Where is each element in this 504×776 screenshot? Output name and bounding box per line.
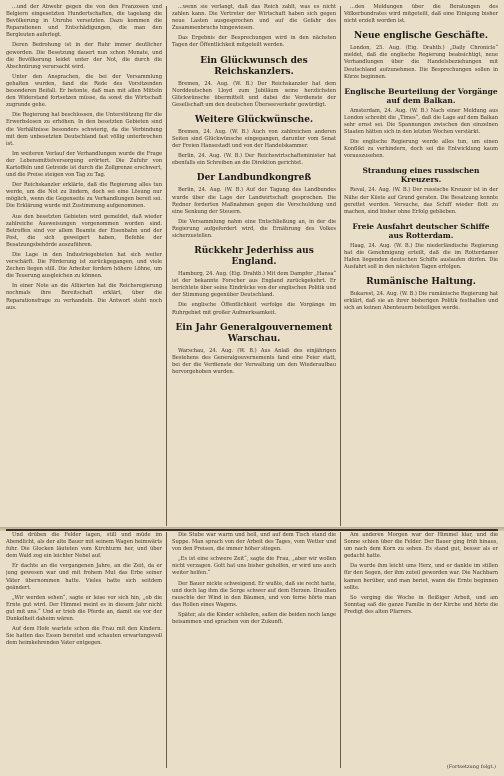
article-paragraph: Die englische Regierung werde alles tun, um einen Konflikt zu verhindern, doch sei die Entwicklung kaum vorauszusehen. xyxy=(344,139,498,160)
feuilleton-column-center xyxy=(172,532,336,768)
column-divider xyxy=(166,6,167,526)
headline-romania: Rumänische Haltung. xyxy=(366,277,476,288)
article-paragraph: Hamburg, 24. Aug. (Eig. Drahtb.) Mit dem Dampfer „Hansa“ ist der bekannte Forscher aus England zurückgekehrt. Er berichtete über seine Eindrücke von der englischen Politik und der Stimmung gegenüber Deutschland. xyxy=(172,271,336,299)
article-paragraph: Bremen, 24. Aug. (W. B.) Auch von zahlreichen anderen Seiten sind Glückwünsche eingegangen, darunter vom Senat der Freien Hansestadt und von der Handelskammer. xyxy=(172,128,336,150)
story-paragraph: Später, als die Kinder schliefen, saßen die beiden noch lange beisammen und sprachen von der Zukunft. xyxy=(172,611,336,626)
article-paragraph: In einer Note an die Alliierten hat die Reichsregierung nochmals ihre Bereitschaft erklärt, über die Reparationsfrage zu verhandeln. Die Antwort steht noch aus. xyxy=(6,283,162,311)
article-paragraph: Warschau, 24. Aug. (W. B.) Aus Anlaß des einjährigen Bestehens des Generalgouvernements fand eine Feier statt, bei der die Verdienste der Verwaltung um den Wiederaufbau hervorgehoben wurden. xyxy=(172,347,336,375)
article-paragraph: Der Reichskanzler erklärte, daß die Regierung alles tun werde, um die Not zu lindern, doch sei eine Lösung nur möglich, wenn die Gegenseite zu Verhandlungen bereit sei. Die Erklärung wurde mit Zustimmung aufgenommen. xyxy=(6,182,162,210)
headline-return-england: Rückkehr Jederhiss aus England. xyxy=(194,246,314,268)
story-paragraph: „Wir werden sehen“, sagte er leise vor sich hin, „ob die Ernte gut wird. Der Himmel meint es in diesem Jahr nicht gut mit uns.“ Und er trieb die Pferde an, damit sie vor der Dunkelheit daheim wären. xyxy=(6,594,162,623)
article-paragraph: Bukarest, 24. Aug. (W. B.) Die rumänische Regierung hat erklärt, daß sie an ihrer bisherigen Politik festhalten und sich an keinen Abenteuern beteiligen werde. xyxy=(344,291,498,312)
feuilleton-divider xyxy=(6,529,498,531)
story-paragraph: Die Stube war warm und hell, und auf dem Tisch stand die Suppe. Man sprach von der Arbeit des Tages, vom Wetter und von den Preisen, die immer höher stiegen. xyxy=(172,532,336,553)
feuilleton-column-right xyxy=(344,532,498,768)
column-divider xyxy=(340,6,341,526)
article-paragraph: Die englische Öffentlichkeit verfolge die Vorgänge im Ruhrgebiet mit großer Aufmerksamkeit. xyxy=(172,302,336,316)
article-paragraph: Unter den Ansprachen, die bei der Versammlung gehalten wurden, fand die Rede des Vorsitzenden besonderen Beifall. Er betonte, daß man mit allen Mitteln den Widerstand fortsetzen müsse, da sonst die Wirtschaft zugrunde gehe. xyxy=(6,73,162,109)
story-paragraph: Der Bauer nickte schweigend. Er wußte, daß sie recht hatte, und doch lag ihm die Sorge schwer auf dem Herzen. Draußen rauschte der Wind in den Bäumen, und von ferne hörte man das Rollen eines Wagens. xyxy=(172,580,336,608)
headline-warsaw: Ein Jahr Generalgouvernement Warschau. xyxy=(175,322,333,344)
article-paragraph: Im weiteren Verlauf der Verhandlungen wurde die Frage der Lebensmittelversorgung erörtert. Die Zufuhr von Kartoffeln und Getreide ist durch die Zollgrenze erschwert, und die Preise steigen von Tag zu Tag. xyxy=(6,150,162,179)
article-paragraph: Die Versammlung nahm eine Entschließung an, in der die Regierung aufgefordert wird, die Ernährung des Volkes sicherzustellen. xyxy=(172,218,336,239)
article-paragraph: Die Lage in den Industriegebieten hat sich weiter verschärft. Die Förderung ist zurückgegangen, und viele Zechen liegen still. Die Arbeiter fordern höhere Löhne, um die Teuerung ausgleichen zu können. xyxy=(6,252,162,280)
column-divider xyxy=(340,532,341,768)
story-paragraph: Am anderen Morgen war der Himmel klar, und die Sonne schien über die Felder. Der Bauer ging früh hinaus, um nach dem Korn zu sehen. Es stand gut, besser als er gedacht hatte. xyxy=(344,532,498,560)
column-left xyxy=(6,4,162,526)
headline-landbund: Der Landbundkongreß xyxy=(196,173,312,184)
article-paragraph: Deren Bedrohung ist in der Ruhr immer deutlicher geworden. Die Besetzung dauert nun schon Monate, und die Bevölkerung leidet unter der Not, die durch die Abschnürung verursacht wird. xyxy=(6,42,162,70)
headline-cruiser: Strandung eines russischen Kreuzers. xyxy=(362,166,480,185)
article-paragraph: Haag, 24. Aug. (W. B.) Die niederländische Regierung hat die Genehmigung erteilt, daß die im Rotterdamer Hafen liegenden deutschen Schiffe auslaufen dürfen. Die Ausfahrt soll in den nächsten Tagen erfolgen. xyxy=(344,242,498,271)
story-paragraph: Er dachte an die vergangenen Jahre, an die Zeit, da er jung gewesen war und mit frohem Mut das Erbe seiner Väter übernommen hatte. Vieles hatte sich seitdem geändert. xyxy=(6,563,162,591)
headline-congratulation: Ein Glückwunsch des Reichskanzlers. xyxy=(200,55,308,77)
column-divider xyxy=(166,532,167,768)
headline-english-business: Neue englische Geschäfte. xyxy=(354,31,488,42)
column-right xyxy=(344,4,498,526)
article-paragraph: Amsterdam, 24. Aug. (W. B.) Nach einer Meldung aus London schreibt die „Times“, daß die Lage auf dem Balkan sehr ernst sei. Die Spannungen zwischen den einzelnen Staaten hätten sich in den letzten Wochen verstärkt. xyxy=(344,107,498,136)
article-paragraph: Das Ergebnis der Besprechungen wird in den nächsten Tagen der Öffentlichkeit mitgeteilt werden. xyxy=(172,35,336,49)
article-paragraph: Die Regierung hat beschlossen, die Unterstützung für die Erwerbslosen zu erhöhen. In den besetzten Gebieten sind die Verhältnisse besonders schwierig, da die Verbindung mit dem unbesetzten Deutschland fast völlig unterbrochen ist. xyxy=(6,112,162,147)
article-paragraph: ...und der Abwehr gegen die von den Franzosen und Belgiern eingesetzten Hundertschaften, die tagelang die Bevölkerung in Unruhe versetzten. Dazu kommen die Reparationen und Entschädigungen, die man den Bergleuten auferlegt. xyxy=(6,4,162,39)
article-paragraph: Bremen, 24. Aug. (W. B.) Der Reichskanzler hat dem Norddeutschen Lloyd zum Jubiläum seine herzlichsten Glückwünsche übermittelt und dabei die Verdienste der Gesellschaft um den deutschen Überseeverkehr gewürdigt. xyxy=(172,80,336,108)
headline-rotterdam: Freie Ausfahrt deutscher Schiffe aus Rotterdam. xyxy=(352,221,490,240)
story-paragraph: „Es ist eine schwere Zeit“, sagte die Frau, „aber wir wollen nicht verzagen. Gott hat uns bisher geholfen, er wird uns auch weiter helfen.“ xyxy=(172,556,336,577)
story-paragraph: Und drüben die Felder lagen, still und müde im Abendlicht, als der alte Bauer mit seinem Wagen heimwärts fuhr. Die Glocken läuteten vom Kirchturm her, und über dem Wald zog ein leichter Nebel auf. xyxy=(6,532,162,560)
column-center xyxy=(172,4,336,526)
article-paragraph: Berlin, 24. Aug. (W. B.) Auf der Tagung des Landbundes wurde über die Lage der Landwirtschaft gesprochen. Die Redner forderten Maßnahmen gegen die Verschuldung und eine Senkung der Steuern. xyxy=(172,187,336,215)
continuation-note: (Fortsetzung folgt.) xyxy=(446,764,496,770)
story-paragraph: Auf dem Hofe wartete schon die Frau mit den Kindern. Sie hatten das Essen bereitet und schauten erwartungsvoll dem heimkehrenden Vater entgegen. xyxy=(6,626,162,647)
story-paragraph: Da wurde ihm leicht ums Herz, und er dankte im stillen für den Segen, der ihm zuteil geworden war. Die Nachbarn kamen herüber, und man beriet, wann die Ernte beginnen sollte. xyxy=(344,563,498,591)
article-paragraph: Berlin, 24. Aug. (W. B.) Der Reichswirtschaftsminister hat ebenfalls ein Schreiben an die Direktion gerichtet. xyxy=(172,153,336,167)
headline-balkan: Englische Beurteilung der Vorgänge auf dem Balkan. xyxy=(344,86,498,105)
headline-further-wishes: Weitere Glückwünsche. xyxy=(194,114,314,125)
feuilleton-column-left xyxy=(6,532,162,768)
article-paragraph: London, 25. Aug. (Eig. Drahtb.) „Daily Chronicle“ meldet, daß die englische Regierung beabsichtigt, neue Verhandlungen über die Handelsbeziehungen mit Deutschland aufzunehmen. Die Besprechungen sollen in Kürze beginnen. xyxy=(344,45,498,80)
article-paragraph: Reval, 24. Aug. (W. B.) Der russische Kreuzer ist in der Nähe der Küste auf Grund geraten. Die Besatzung konnte gerettet werden. Versuche, das Schiff wieder flott zu machen, sind bisher ohne Erfolg geblieben. xyxy=(344,187,498,215)
article-paragraph: ...wenn sie verlangt, daß das Reich zahlt, was es nicht zahlen kann. Die Vertreter der Wirtschaft haben sich gegen neue Lasten ausgesprochen und auf die Gefahr des Zusammenbruchs hingewiesen. xyxy=(172,4,336,32)
story-paragraph: So verging die Woche in fleißiger Arbeit, und am Sonntag saß die ganze Familie in der Kirche und hörte die Predigt des alten Pfarrers. xyxy=(344,594,498,615)
article-paragraph: Aus den besetzten Gebieten wird gemeldet, daß wieder zahlreiche Ausweisungen vorgenommen worden sind. Betroffen sind vor allem Beamte der Eisenbahn und der Post, die sich geweigert haben, Befehle der Besatzungsbehörde auszuführen. xyxy=(6,213,162,248)
article-paragraph: ...den Meldungen über die Beratungen des Völkerbundrates wird mitgeteilt, daß eine Einigung bisher nicht erzielt worden ist. xyxy=(344,4,498,25)
